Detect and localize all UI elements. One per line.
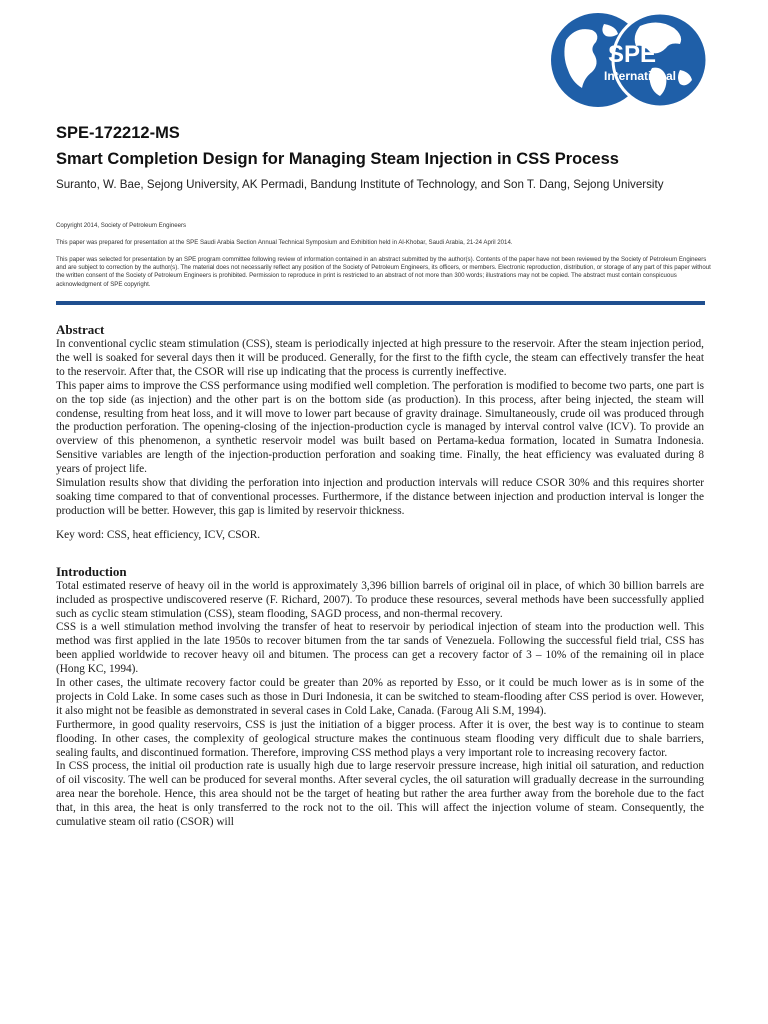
paper-body (56, 322, 704, 830)
keywords: Key word: CSS, heat efficiency, ICV, CSOR. (56, 528, 261, 541)
introduction-paragraph: Furthermore, in good quality reservoirs, CSS is just the initiation of a bigger process. After it is over, the best way is to continue to steam flooding. In other cases, the complexity of geological structure makes the continuous steam flooding very difficult due to shale barriers, sealing faults, and discontinued formation. Therefore, improving CSS method plays a very important role to increasing recovery factor. (56, 718, 704, 759)
presentation-notice: This paper was prepared for presentation at the SPE Saudi Arabia Section Annual Technical Symposium and Exhibition held in Al-Khobar, Saudi Arabia, 21-24 April 2014. (56, 239, 513, 246)
introduction-heading: Introduction (56, 563, 127, 579)
logo-text-international: International (603, 69, 677, 83)
spe-international-logo (548, 10, 708, 110)
paper-id: SPE-172212-MS (56, 124, 180, 142)
introduction-paragraph: CSS is a well stimulation method involving the transfer of heat to reservoir by periodical injection of steam into the production well. This method was first applied in the late 1950s to recover bitumen from the tar sands of Venezuela. Following the successful field trial, CSS has been applied worldwide to recover heavy oil and bitumen. The process can get a recovery factor of 3 – 10% of the remaining oil in place (Hong KC, 1994). (56, 621, 704, 676)
author-list: Suranto, W. Bae, Sejong University, AK Permadi, Bandung Institute of Technology, and Son T. Dang, Sejong University (56, 178, 664, 191)
abstract-paragraph: In conventional cyclic steam stimulation (CSS), steam is periodically injected at high pressure to the reservoir. After the steam injection period, the well is soaked for several days then it will be produced. Generally, for the first to the fifth cycle, the steam can effectively transfer the heat to the reservoir. After that, the CSOR will rise up indicating that the process is currently ineffective. (56, 338, 704, 378)
abstract-heading: Abstract (56, 322, 105, 337)
selection-disclaimer: This paper was selected for presentation by an SPE program committee following review of information contained in an abstract submitted by the author(s). Contents of the paper have not been reviewed by the Society of Petroleum Engineers and are subject to correction by the author(s). The material does not necessarily reflect any position of the Society of Petroleum Engineers, its officers, or members. Electronic reproduction, distribution, or storage of any part of this paper without the written consent of the Society of Petroleum Engineers is prohibited. Permission to reproduce in print is restricted to an abstract of not more than 300 words; illustrations may not be copied. The abstract must contain conspicuous acknowledgment of SPE copyright. (56, 256, 711, 288)
introduction-paragraph: In CSS process, the initial oil production rate is usually high due to large reservoir pressure increase, high initial oil saturation, and reduction of oil viscosity. The well can be produced for several months. After several cycles, the oil saturation will gradually decrease in the surrounding area near the borehole. Hence, this area should not be the target of heating but rather the area further away from the borehole due to the fact that, in this area, the heat is only transferred to the rock not to the oil. This will affect the injection volume of steam. Consequently, the cumulative steam oil ratio (CSOR) will (56, 760, 704, 829)
introduction-paragraph: Total estimated reserve of heavy oil in the world is approximately 3,396 billion barrels of original oil in place, of which 30 billion barrels are included as prospective undiscovered reserve (F. Richard, 2007). To produce these resources, several methods have been successfully applied such as cyclic steam stimulation (CSS), steam flooding, SAGD process, and non-thermal recovery. (56, 579, 704, 620)
paper-title: Smart Completion Design for Managing Steam Injection in CSS Process (56, 150, 619, 168)
header-divider (56, 301, 705, 305)
logo-text-spe: SPE (607, 41, 657, 68)
abstract-paragraph: Simulation results show that dividing the perforation into injection and production intervals will reduce CSOR 30% and this requires shorter soaking time compared to that of conventional processes. Furthermore, if the distance between injection and production interval is longer the production will be better. However, this gap is limited by reservoir thickness. (56, 477, 704, 517)
introduction-paragraph: In other cases, the ultimate recovery factor could be greater than 20% as reported by Esso, or it could be much lower as is in some of the projects in Cold Lake. In some cases such as those in Duri Indonesia, it can be switched to steam-flooding after CSS period is over. However, it also might not be feasible as demonstrated in several cases in Cold Lake, Canada. (Faroug Ali S.M, 1994). (56, 677, 704, 717)
abstract-paragraph: This paper aims to improve the CSS performance using modified well completion. The perforation is modified to become two parts, one part is on the top side (as injection) and the other part is on the bottom side (as production). In this process, after being injected, the steam will condense, resulting from heat loss, and it will move to lower part because of gravity drainage. Simultaneously, crude oil was produced through the production perforation. The opening-closing of the injection-production cycle is managed by interval control valve (ICV). To provide an overview of this phenomenon, a synthetic reservoir model was built based on Pertama-kedua formation, located in Sumatra Indonesia. Sensitive variables are length of the injection-production perforation and soaking time. Finally, the heat efficiency was evaluated during 8 years of project life. (56, 379, 704, 476)
copyright-notice: Copyright 2014, Society of Petroleum Engineers (56, 222, 187, 229)
